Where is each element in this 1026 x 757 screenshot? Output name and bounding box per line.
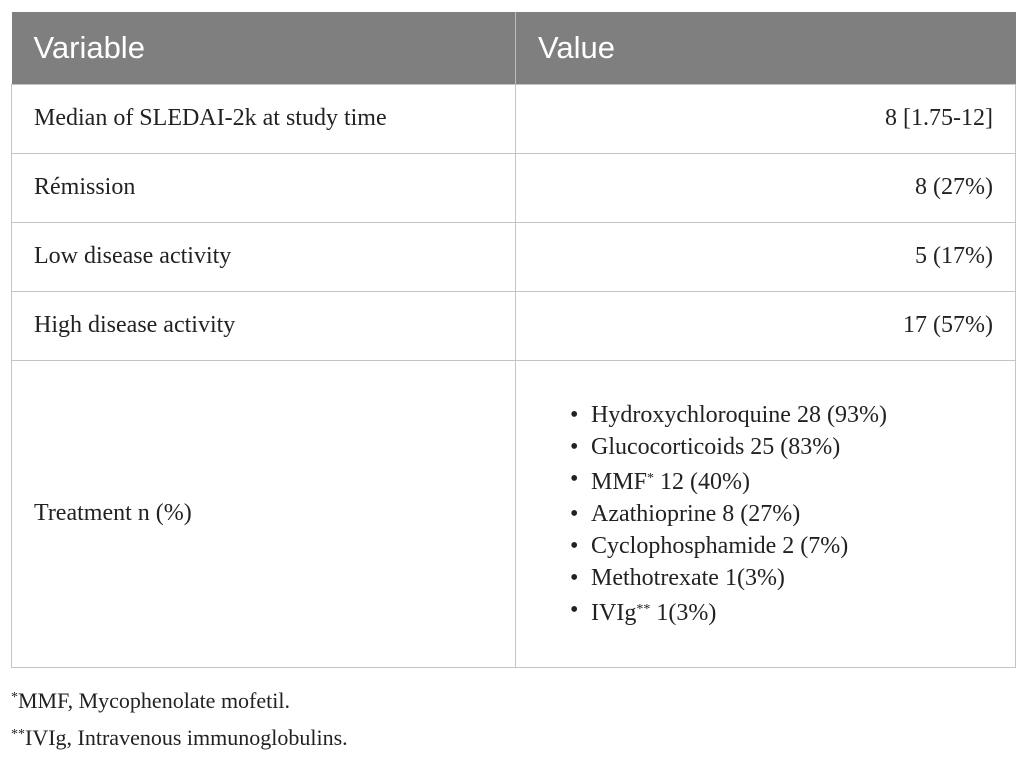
table-row xyxy=(12,84,1016,153)
row-variable: Median of SLEDAI-2k at study time xyxy=(12,84,516,153)
bullet-icon: • xyxy=(570,596,579,623)
treatment-label: Treatment n (%) xyxy=(12,360,516,667)
treatment-item xyxy=(570,498,993,530)
bullet-icon: • xyxy=(570,532,579,559)
header-value: Value xyxy=(516,12,1016,84)
header-variable: Variable xyxy=(12,12,516,84)
table-row xyxy=(12,222,1016,291)
row-value: 5 (17%) xyxy=(516,222,1016,291)
footnote xyxy=(11,718,348,755)
treatment-item xyxy=(570,399,993,431)
footnote-mark: * xyxy=(11,690,18,705)
treatment-item xyxy=(570,463,993,498)
treatment-item xyxy=(570,431,993,463)
table-row xyxy=(12,291,1016,360)
treatment-item-text: Azathioprine 8 (27%) xyxy=(591,500,801,527)
row-value: 17 (57%) xyxy=(516,291,1016,360)
data-table-container xyxy=(11,12,1015,668)
treatment-item-text: Cyclophosphamide 2 (7%) xyxy=(591,532,849,559)
treatment-item-text: Methotrexate 1(3%) xyxy=(591,564,785,591)
header-row xyxy=(12,12,1016,84)
data-table xyxy=(11,12,1016,668)
treatment-item-text: IVIg xyxy=(591,599,637,626)
row-variable: Low disease activity xyxy=(12,222,516,291)
footnote-mark: * xyxy=(647,470,655,486)
bullet-icon: • xyxy=(570,465,579,492)
treatment-cell xyxy=(516,360,1016,667)
footnote-text: MMF, Mycophenolate mofetil. xyxy=(18,688,290,713)
bullet-icon: • xyxy=(570,433,579,460)
table-row xyxy=(12,153,1016,222)
treatment-item-text: MMF xyxy=(591,468,648,495)
row-value: 8 [1.75-12] xyxy=(516,84,1016,153)
table-row-treatment xyxy=(12,360,1016,667)
treatment-item xyxy=(570,594,993,629)
treatment-item xyxy=(570,530,993,562)
row-value: 8 (27%) xyxy=(516,153,1016,222)
footnote-mark: ** xyxy=(11,727,25,742)
treatment-item-text: Hydroxychloroquine 28 (93%) xyxy=(591,401,887,428)
treatment-item xyxy=(570,562,993,594)
bullet-icon: • xyxy=(570,564,579,591)
treatment-list xyxy=(538,399,993,629)
bullet-icon: • xyxy=(570,500,579,527)
row-variable: High disease activity xyxy=(12,291,516,360)
footnote-text: IVIg, Intravenous immunoglobulins. xyxy=(25,725,348,750)
treatment-item-count: 12 (40%) xyxy=(654,468,751,495)
treatment-item-text: Glucocorticoids 25 (83%) xyxy=(591,433,841,460)
footnotes xyxy=(11,681,348,755)
footnote xyxy=(11,681,348,718)
footnote-mark: ** xyxy=(636,601,651,617)
bullet-icon: • xyxy=(570,401,579,428)
row-variable: Rémission xyxy=(12,153,516,222)
treatment-item-count: 1(3%) xyxy=(650,599,717,626)
